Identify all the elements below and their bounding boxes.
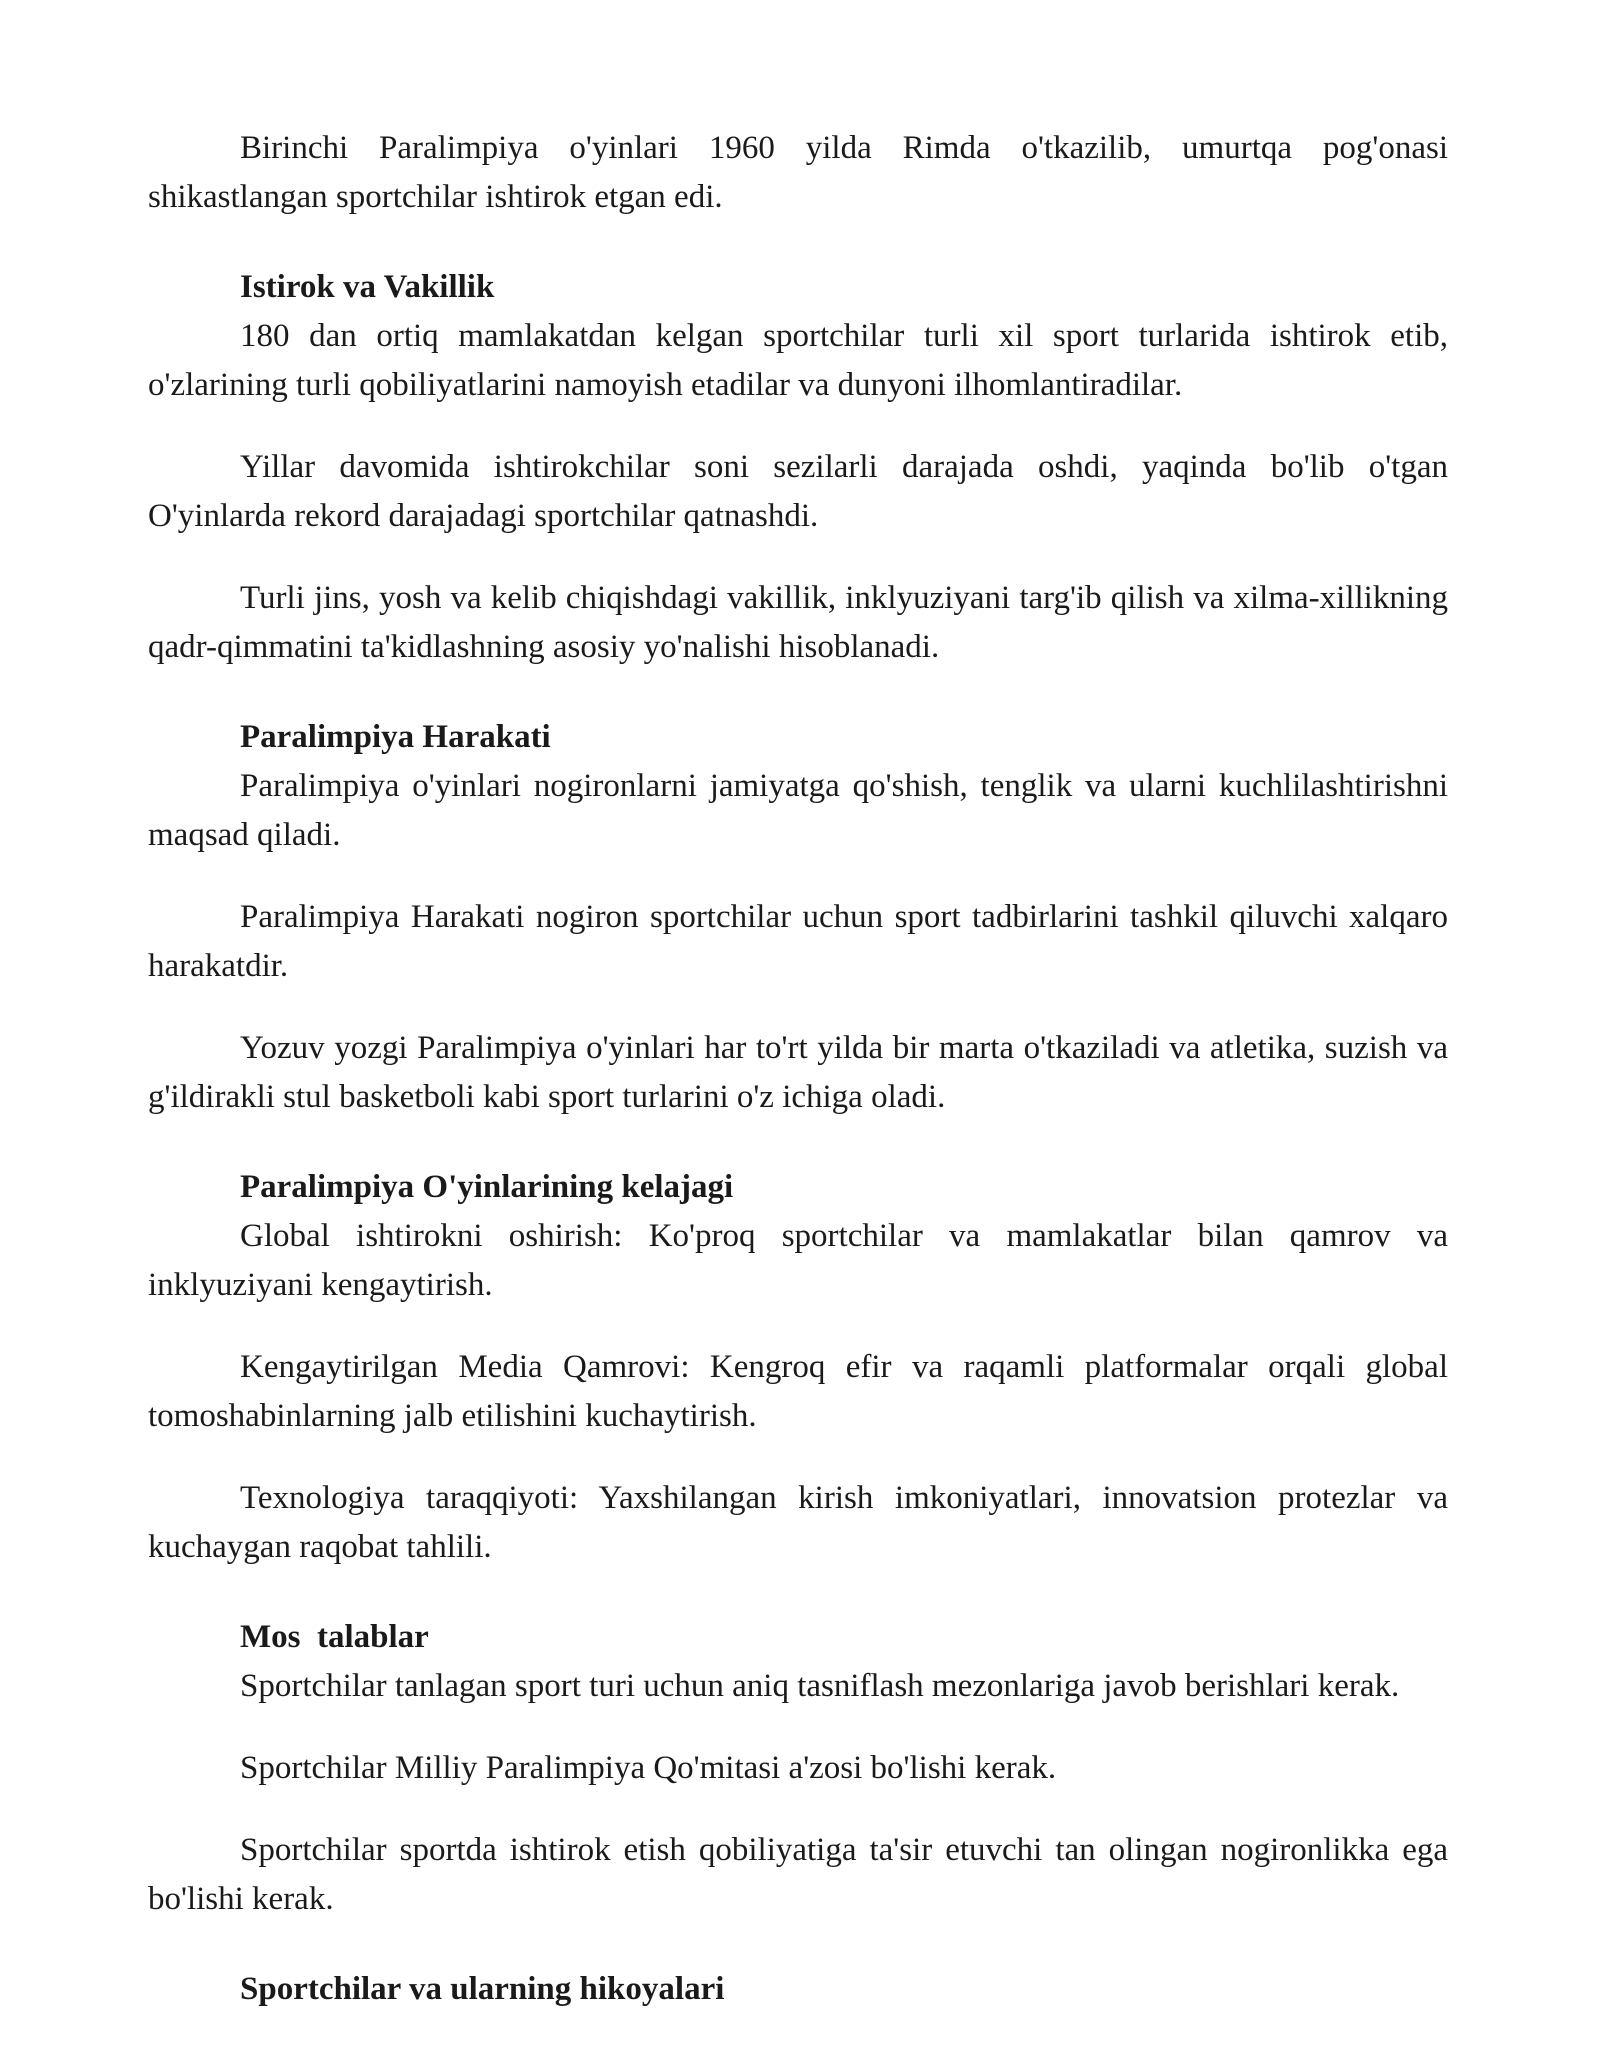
section-intro xyxy=(148,124,1448,222)
paragraph: Global ishtirokni oshirish: Ko'proq sportchilar va mamlakatlar bilan qamrov va inklyuziyani kengaytirish. xyxy=(148,1218,1448,1303)
paragraph: Sportchilar tanlagan sport turi uchun aniq tasniflash mezonlariga javob berishlari kerak. xyxy=(240,1668,1400,1704)
section-kelajagi xyxy=(148,1163,1448,1572)
paragraph: 180 dan ortiq mamlakatdan kelgan sportchilar turli xil sport turlarida ishtirok etib, o'zlarining turli qobiliyatlarini namoyish etadilar va dunyoni ilhomlantiradilar. xyxy=(148,318,1448,403)
section-heading: Paralimpiya O'yinlarining kelajagi xyxy=(240,1169,734,1205)
section-heading: Paralimpiya Harakati xyxy=(240,719,551,755)
paragraph: Paralimpiya o'yinlari nogironlarni jamiyatga qo'shish, tenglik va ularni kuchlilashtirishni maqsad qiladi. xyxy=(148,768,1448,853)
section-heading: Istirok va Vakillik xyxy=(240,269,495,305)
paragraph: Yozuv yozgi Paralimpiya o'yinlari har to'rt yilda bir marta o'tkaziladi va atletika, suzish va g'ildirakli stul basketboli kabi sport turlarini o'z ichiga oladi. xyxy=(148,1030,1448,1115)
paragraph: Yillar davomida ishtirokchilar soni sezilarli darajada oshdi, yaqinda bo'lib o'tgan O'yinlarda rekord darajadagi sportchilar qatnashdi. xyxy=(148,449,1448,534)
paragraph: Texnologiya taraqqiyoti: Yaxshilangan kirish imkoniyatlari, innovatsion protezlar va kuchaygan raqobat tahlili. xyxy=(148,1480,1448,1565)
section-heading: Mos talablar xyxy=(240,1619,429,1655)
paragraph: Birinchi Paralimpiya o'yinlari 1960 yilda Rimda o'tkazilib, umurtqa pog'onasi shikastlangan sportchilar ishtirok etgan edi. xyxy=(148,130,1448,215)
section-paralimpiya-harakati xyxy=(148,713,1448,1122)
paragraph: Sportchilar sportda ishtirok etish qobiliyatiga ta'sir etuvchi tan olingan nogironlikka ega bo'lishi kerak. xyxy=(148,1832,1448,1917)
paragraph: Kengaytirilgan Media Qamrovi: Kengroq efir va raqamli platformalar orqali global tomoshabinlarning jalb etilishini kuchaytirish. xyxy=(148,1349,1448,1434)
section-istirok-va-vakillik xyxy=(148,263,1448,672)
document-page xyxy=(148,124,1448,2014)
section-heading: Sportchilar va ularning hikoyalari xyxy=(240,1971,725,2007)
section-mos-talablar xyxy=(148,1613,1448,1924)
paragraph: Turli jins, yosh va kelib chiqishdagi vakillik, inklyuziyani targ'ib qilish va xilma-xillikning qadr-qimmatini ta'kidlashning asosiy yo'nalishi hisoblanadi. xyxy=(148,580,1448,665)
paragraph: Paralimpiya Harakati nogiron sportchilar uchun sport tadbirlarini tashkil qiluvchi xalqaro harakatdir. xyxy=(148,899,1448,984)
section-sportchilar-hikoyalari xyxy=(148,1965,1448,2014)
paragraph: Sportchilar Milliy Paralimpiya Qo'mitasi a'zosi bo'lishi kerak. xyxy=(240,1750,1057,1786)
